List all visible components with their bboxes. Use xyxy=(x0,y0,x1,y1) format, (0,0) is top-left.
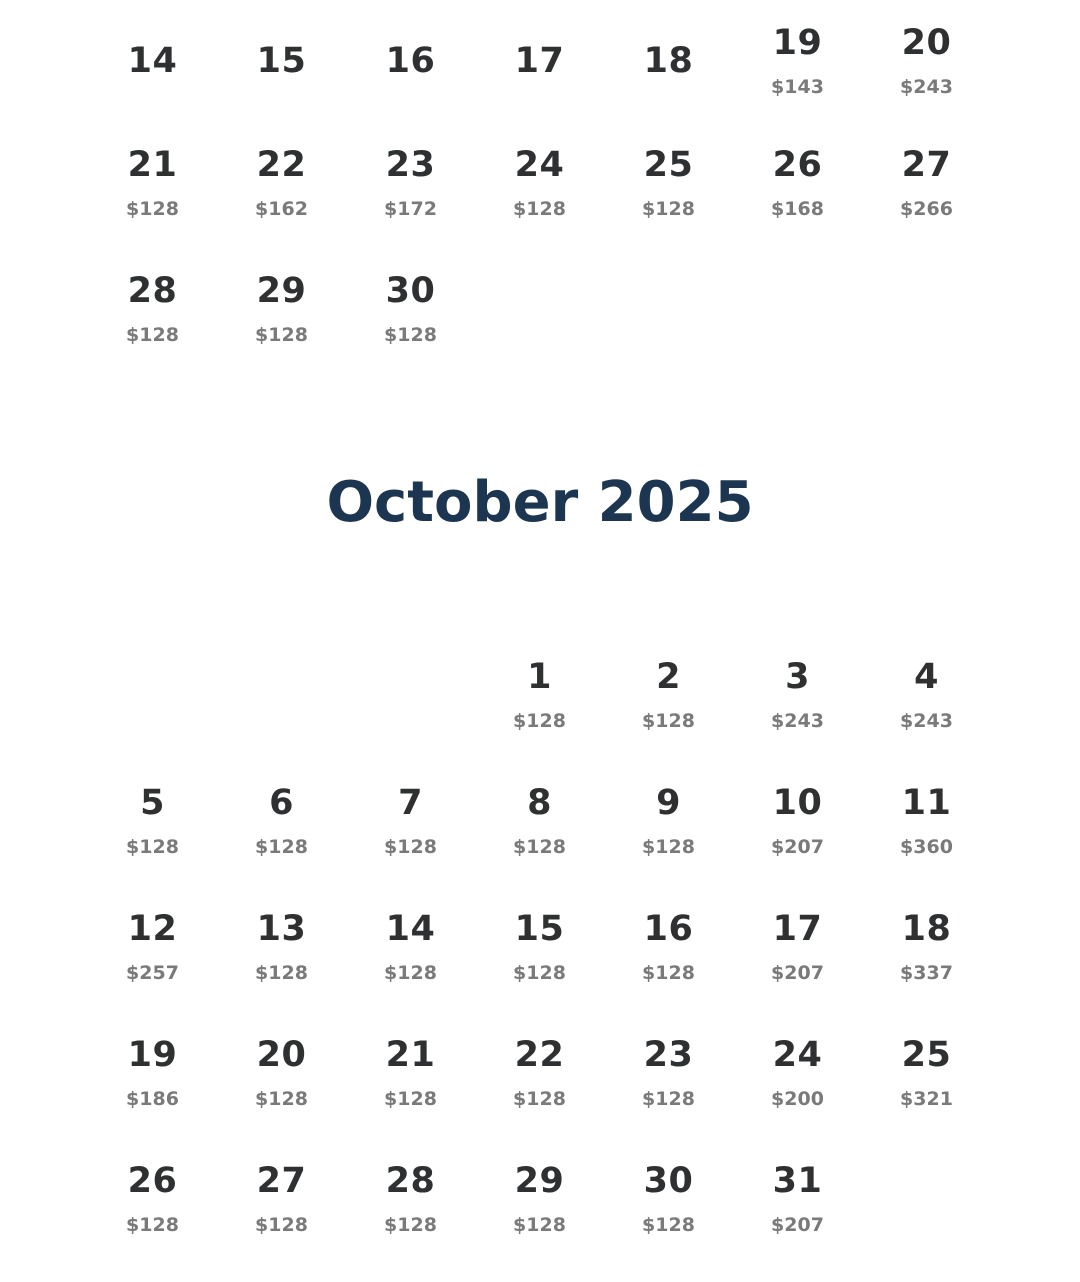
calendar-week-row xyxy=(88,248,991,374)
day-price: $266 xyxy=(900,198,953,220)
calendar-day-oct-25[interactable] xyxy=(862,1012,991,1138)
calendar-day-prev-14[interactable] xyxy=(88,0,217,122)
day-number: 3 xyxy=(785,657,810,697)
calendar-day-oct-10[interactable] xyxy=(733,760,862,886)
day-price: $128 xyxy=(513,836,566,858)
day-price: $243 xyxy=(771,710,824,732)
calendar-day-oct-11[interactable] xyxy=(862,760,991,886)
day-price: $128 xyxy=(126,324,179,346)
day-number: 17 xyxy=(772,909,823,949)
day-number: 30 xyxy=(643,1161,694,1201)
calendar-day-prev-17[interactable] xyxy=(475,0,604,122)
day-number: 31 xyxy=(772,1161,823,1201)
day-number: 19 xyxy=(127,1035,178,1075)
day-number: 19 xyxy=(772,23,823,63)
day-number: 24 xyxy=(514,145,565,185)
day-price: $360 xyxy=(900,836,953,858)
calendar-day-oct-8[interactable] xyxy=(475,760,604,886)
calendar-day-oct-15[interactable] xyxy=(475,886,604,1012)
calendar-day-oct-7[interactable] xyxy=(346,760,475,886)
day-price: $128 xyxy=(642,1088,695,1110)
day-number: 16 xyxy=(385,41,436,81)
day-number: 7 xyxy=(398,783,423,823)
day-price: $128 xyxy=(513,1088,566,1110)
calendar-day-oct-4[interactable] xyxy=(862,634,991,760)
day-price: $207 xyxy=(771,836,824,858)
calendar-day-prev-24[interactable] xyxy=(475,122,604,248)
day-number: 24 xyxy=(772,1035,823,1075)
day-price: $128 xyxy=(513,1214,566,1236)
day-price: $128 xyxy=(642,198,695,220)
calendar-day-prev-19[interactable] xyxy=(733,0,862,122)
calendar-day-prev-30[interactable] xyxy=(346,248,475,374)
day-price: $207 xyxy=(771,962,824,984)
calendar-day-oct-21[interactable] xyxy=(346,1012,475,1138)
month-title: October 2025 xyxy=(326,470,754,535)
calendar-day-oct-29[interactable] xyxy=(475,1138,604,1264)
day-number: 17 xyxy=(514,41,565,81)
calendar-empty-cell xyxy=(88,634,217,760)
day-number: 10 xyxy=(772,783,823,823)
calendar-day-oct-6[interactable] xyxy=(217,760,346,886)
day-number: 26 xyxy=(772,145,823,185)
day-number: 15 xyxy=(514,909,565,949)
day-number: 15 xyxy=(256,41,307,81)
day-number: 11 xyxy=(901,783,952,823)
day-number: 25 xyxy=(901,1035,952,1075)
day-number: 20 xyxy=(256,1035,307,1075)
day-number: 9 xyxy=(656,783,681,823)
calendar-day-oct-27[interactable] xyxy=(217,1138,346,1264)
day-price: $186 xyxy=(126,1088,179,1110)
calendar-day-oct-20[interactable] xyxy=(217,1012,346,1138)
calendar-empty-cell xyxy=(346,634,475,760)
day-price: $128 xyxy=(255,1088,308,1110)
calendar-week-row xyxy=(88,886,991,1012)
day-price: $128 xyxy=(126,1214,179,1236)
day-number: 28 xyxy=(127,271,178,311)
day-number: 21 xyxy=(127,145,178,185)
day-number: 20 xyxy=(901,23,952,63)
calendar-day-oct-24[interactable] xyxy=(733,1012,862,1138)
day-price: $172 xyxy=(384,198,437,220)
day-price: $168 xyxy=(771,198,824,220)
calendar-day-oct-12[interactable] xyxy=(88,886,217,1012)
day-number: 23 xyxy=(643,1035,694,1075)
day-price: $143 xyxy=(771,76,824,98)
day-number: 18 xyxy=(901,909,952,949)
calendar-day-prev-27[interactable] xyxy=(862,122,991,248)
calendar-day-prev-15[interactable] xyxy=(217,0,346,122)
calendar-day-prev-20[interactable] xyxy=(862,0,991,122)
day-number: 27 xyxy=(901,145,952,185)
calendar-empty-cell xyxy=(733,248,862,374)
calendar-day-prev-28[interactable] xyxy=(88,248,217,374)
day-price: $321 xyxy=(900,1088,953,1110)
calendar-empty-cell xyxy=(475,248,604,374)
day-price: $128 xyxy=(642,710,695,732)
day-price: $257 xyxy=(126,962,179,984)
day-price: $128 xyxy=(255,962,308,984)
calendar-week-row xyxy=(88,760,991,886)
day-price: $200 xyxy=(771,1088,824,1110)
day-price: $128 xyxy=(126,198,179,220)
calendar-day-prev-23[interactable] xyxy=(346,122,475,248)
october-calendar xyxy=(88,634,991,1264)
day-number: 26 xyxy=(127,1161,178,1201)
calendar-day-prev-21[interactable] xyxy=(88,122,217,248)
day-price: $128 xyxy=(255,1214,308,1236)
day-number: 23 xyxy=(385,145,436,185)
calendar-day-oct-13[interactable] xyxy=(217,886,346,1012)
day-price: $337 xyxy=(900,962,953,984)
calendar-empty-cell xyxy=(604,248,733,374)
calendar-day-prev-18[interactable] xyxy=(604,0,733,122)
calendar-week-row xyxy=(88,1138,991,1264)
day-number: 25 xyxy=(643,145,694,185)
day-number: 22 xyxy=(514,1035,565,1075)
calendar-day-prev-29[interactable] xyxy=(217,248,346,374)
calendar-day-oct-3[interactable] xyxy=(733,634,862,760)
calendar-day-prev-25[interactable] xyxy=(604,122,733,248)
day-price: $128 xyxy=(642,836,695,858)
calendar-empty-cell xyxy=(217,634,346,760)
calendar-day-oct-5[interactable] xyxy=(88,760,217,886)
calendar-day-prev-26[interactable] xyxy=(733,122,862,248)
previous-month-calendar xyxy=(88,0,991,374)
day-price: $128 xyxy=(384,324,437,346)
calendar-day-oct-1[interactable] xyxy=(475,634,604,760)
calendar-day-oct-19[interactable] xyxy=(88,1012,217,1138)
calendar-day-oct-14[interactable] xyxy=(346,886,475,1012)
day-price: $128 xyxy=(384,1214,437,1236)
day-number: 18 xyxy=(643,41,694,81)
day-price: $128 xyxy=(513,710,566,732)
calendar-day-oct-16[interactable] xyxy=(604,886,733,1012)
day-price: $128 xyxy=(513,962,566,984)
calendar-day-oct-22[interactable] xyxy=(475,1012,604,1138)
day-number: 4 xyxy=(914,657,939,697)
day-number: 21 xyxy=(385,1035,436,1075)
calendar-empty-cell xyxy=(862,1138,991,1264)
calendar-week-row xyxy=(88,634,991,760)
day-price: $128 xyxy=(255,324,308,346)
calendar-week-row xyxy=(88,1012,991,1138)
day-price: $243 xyxy=(900,710,953,732)
day-number: 13 xyxy=(256,909,307,949)
day-number: 5 xyxy=(140,783,165,823)
day-number: 12 xyxy=(127,909,178,949)
day-price: $128 xyxy=(126,836,179,858)
day-number: 29 xyxy=(256,271,307,311)
day-price: $128 xyxy=(384,962,437,984)
day-number: 16 xyxy=(643,909,694,949)
day-number: 28 xyxy=(385,1161,436,1201)
calendar-day-oct-2[interactable] xyxy=(604,634,733,760)
calendar-day-oct-31[interactable] xyxy=(733,1138,862,1264)
calendar-day-oct-18[interactable] xyxy=(862,886,991,1012)
day-price: $243 xyxy=(900,76,953,98)
day-number: 1 xyxy=(527,657,552,697)
day-number: 27 xyxy=(256,1161,307,1201)
calendar-day-oct-28[interactable] xyxy=(346,1138,475,1264)
day-number: 22 xyxy=(256,145,307,185)
day-number: 2 xyxy=(656,657,681,697)
calendar-day-oct-9[interactable] xyxy=(604,760,733,886)
day-number: 30 xyxy=(385,271,436,311)
calendar-week-row xyxy=(88,0,991,122)
day-number: 8 xyxy=(527,783,552,823)
day-price: $207 xyxy=(771,1214,824,1236)
day-price: $128 xyxy=(642,1214,695,1236)
day-number: 6 xyxy=(269,783,294,823)
day-number: 29 xyxy=(514,1161,565,1201)
calendar-day-prev-22[interactable] xyxy=(217,122,346,248)
day-price: $128 xyxy=(384,836,437,858)
calendar-day-prev-16[interactable] xyxy=(346,0,475,122)
day-price: $128 xyxy=(513,198,566,220)
calendar-day-oct-23[interactable] xyxy=(604,1012,733,1138)
calendar-day-oct-30[interactable] xyxy=(604,1138,733,1264)
calendar-empty-cell xyxy=(862,248,991,374)
calendar-day-oct-26[interactable] xyxy=(88,1138,217,1264)
day-price: $128 xyxy=(642,962,695,984)
calendar-day-oct-17[interactable] xyxy=(733,886,862,1012)
calendar-week-row xyxy=(88,122,991,248)
day-price: $162 xyxy=(255,198,308,220)
day-number: 14 xyxy=(127,41,178,81)
day-number: 14 xyxy=(385,909,436,949)
day-price: $128 xyxy=(384,1088,437,1110)
day-price: $128 xyxy=(255,836,308,858)
